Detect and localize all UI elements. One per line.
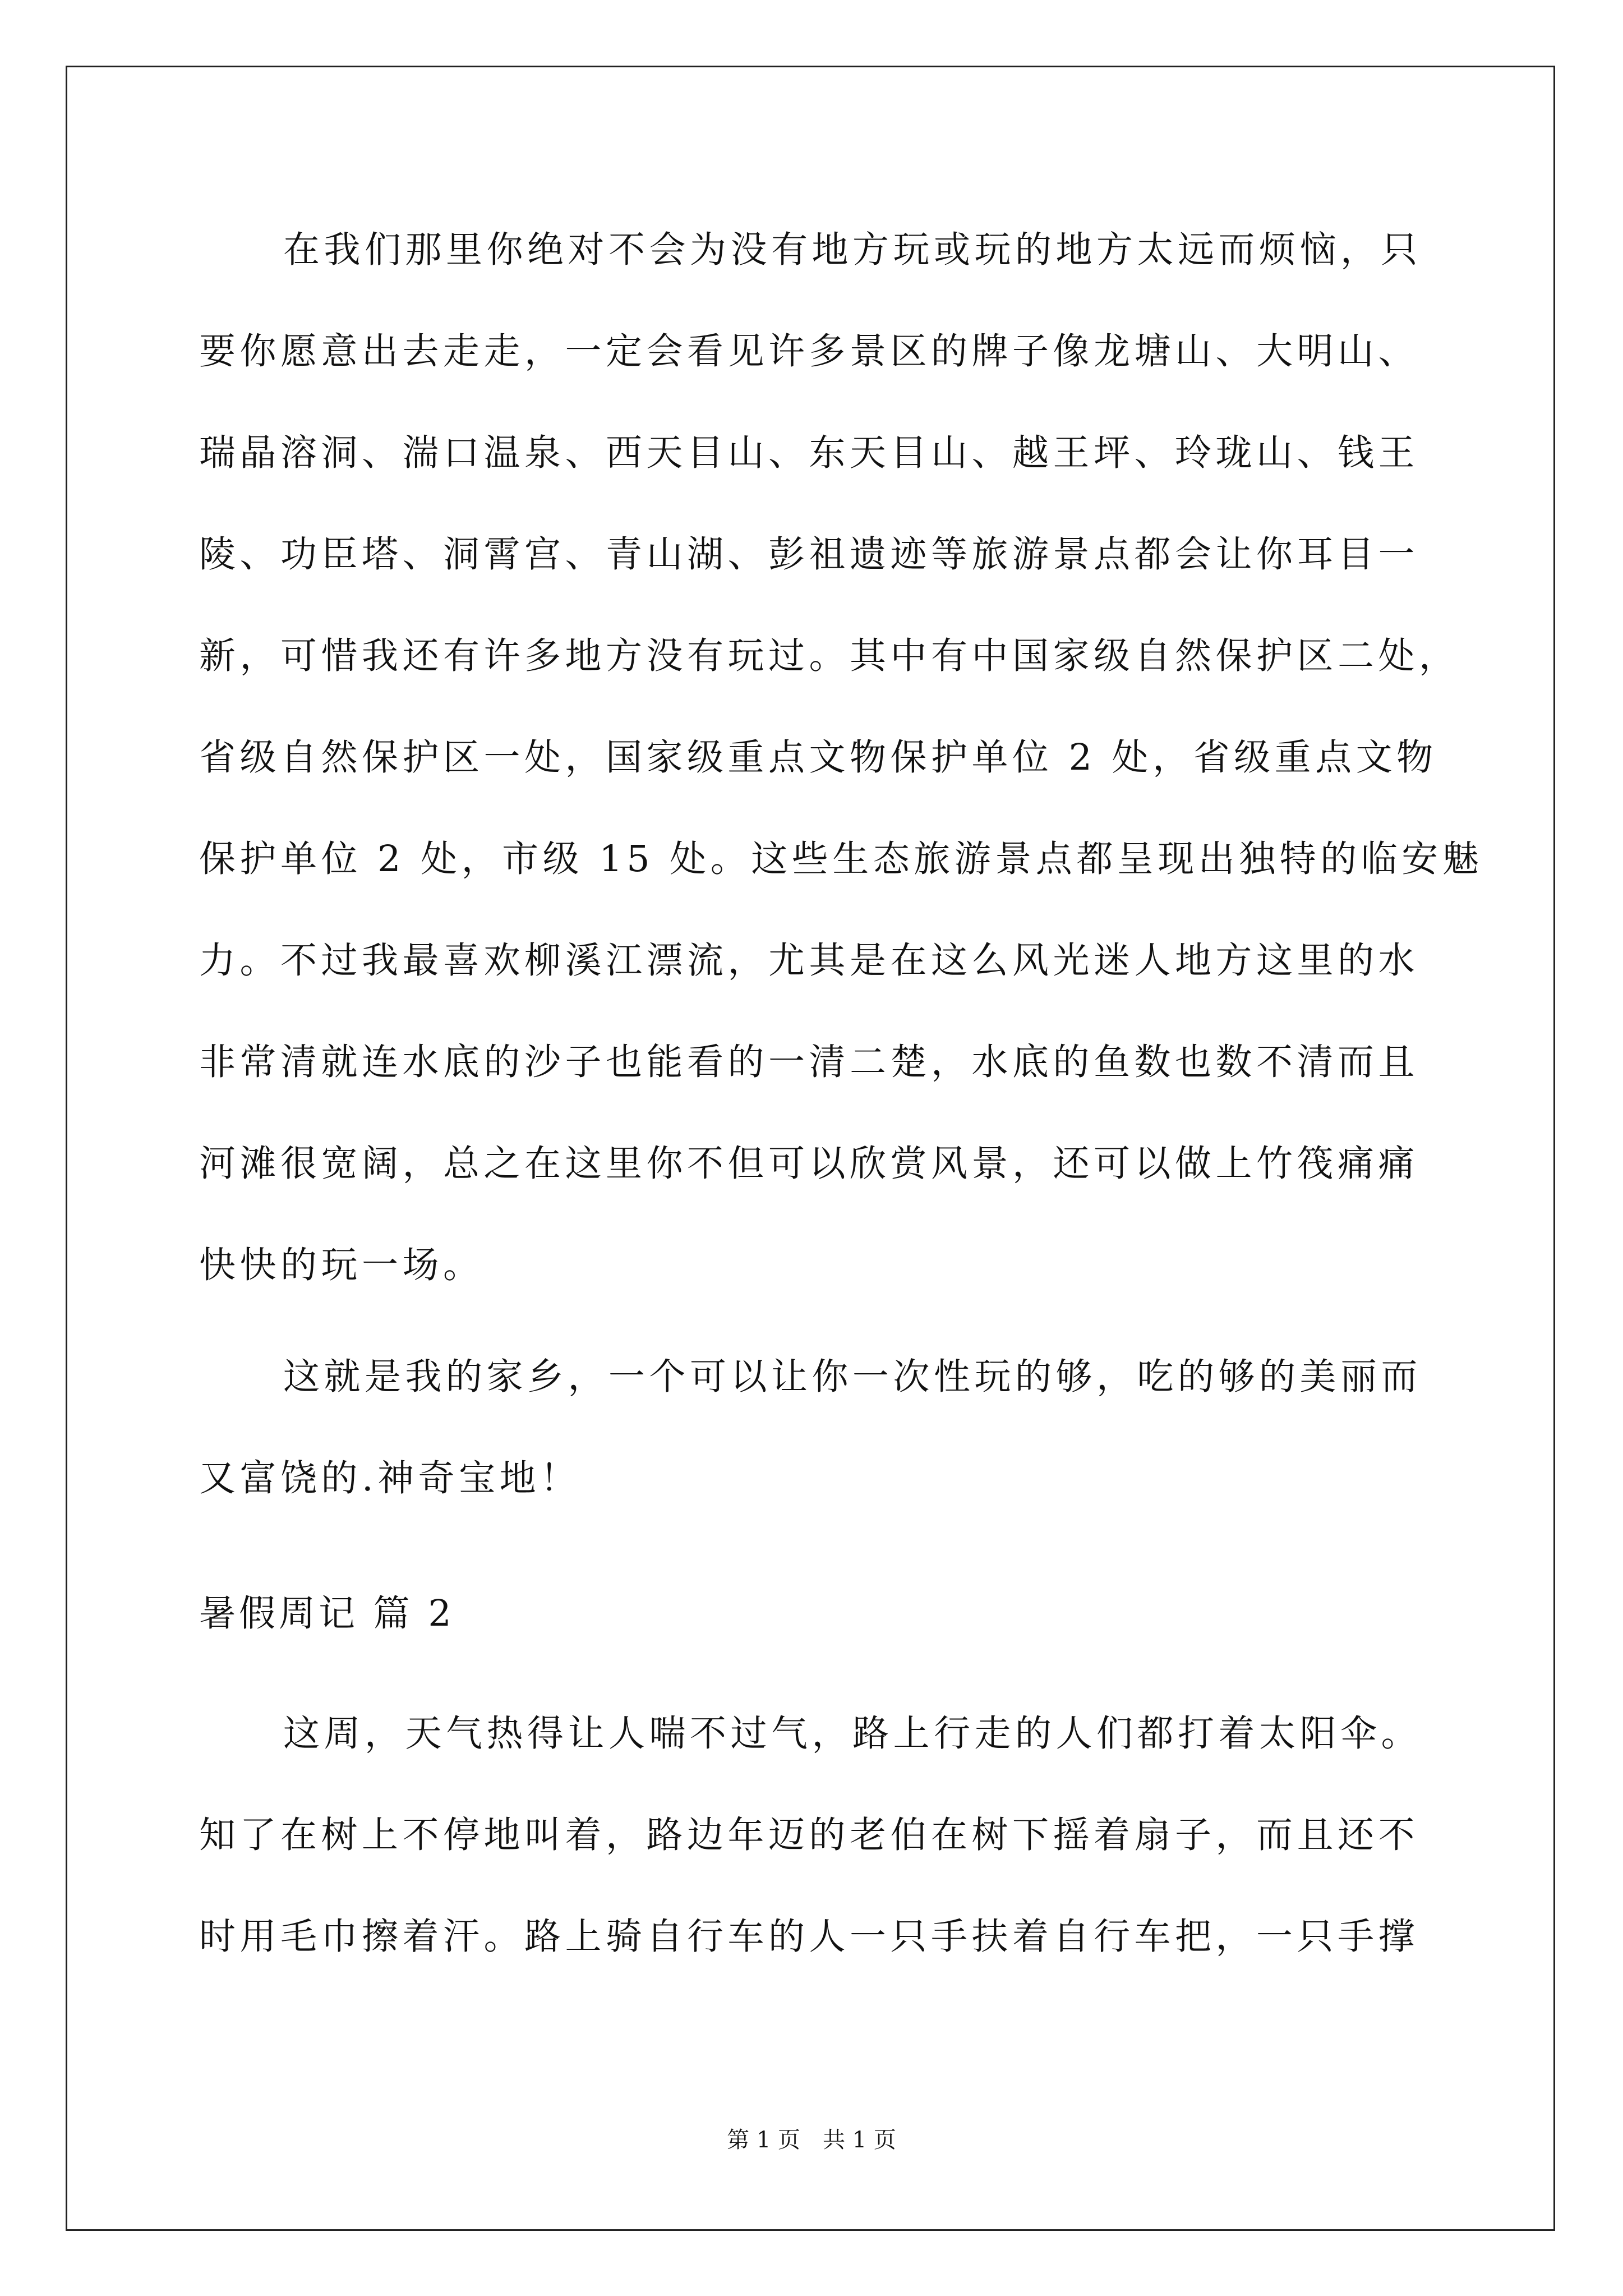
paragraph-3 xyxy=(199,1683,1424,1987)
paragraph-line: 知了在树上不停地叫着，路边年迈的老伯在树下摇着扇子，而且还不 xyxy=(199,1814,1419,1856)
paragraph-2 xyxy=(199,1326,1424,1529)
paragraph-line: 又富饶的.神奇宝地！ xyxy=(199,1457,581,1499)
section-heading: 暑假周记 篇 2 xyxy=(199,1593,455,1635)
paragraph-line: 要你愿意出去走走，一定会看见许多景区的牌子像龙塘山、大明山、 xyxy=(199,330,1419,372)
paragraph-line: 河滩很宽阔，总之在这里你不但可以欣赏风景，还可以做上竹筏痛痛 xyxy=(199,1143,1419,1185)
paragraph-line: 瑞晶溶洞、湍口温泉、西天目山、东天目山、越王坪、玲珑山、钱王 xyxy=(199,432,1419,474)
paragraph-1 xyxy=(199,199,1483,1316)
paragraph-line: 保护单位 2 处，市级 15 处。这些生态旅游景点都呈现出独特的临安魅 xyxy=(199,838,1483,880)
paragraph-line: 这周，天气热得让人喘不过气，路上行走的人们都打着太阳伞。 xyxy=(283,1713,1422,1755)
paragraph-line: 陵、功臣塔、洞霄宫、青山湖、彭祖遗迹等旅游景点都会让你耳目一 xyxy=(199,533,1419,576)
paragraph-line: 省级自然保护区一处，国家级重点文物保护单位 2 处，省级重点文物 xyxy=(199,737,1437,779)
paragraph-line: 非常清就连水底的沙子也能看的一清二楚，水底的鱼数也数不清而且 xyxy=(199,1041,1419,1083)
paragraph-line: 在我们那里你绝对不会为没有地方玩或玩的地方太远而烦恼，只 xyxy=(283,229,1422,271)
paragraph-line: 时用毛巾擦着汗。路上骑自行车的人一只手扶着自行车把，一只手撑 xyxy=(199,1916,1419,1958)
paragraph-line: 快快的玩一场。 xyxy=(199,1244,484,1286)
paragraph-line: 这就是我的家乡，一个可以让你一次性玩的够，吃的够的美丽而 xyxy=(283,1356,1422,1398)
paragraph-line: 力。不过我最喜欢柳溪江漂流，尤其是在这么风光迷人地方这里的水 xyxy=(199,940,1419,982)
page-footer: 第 1 页 共 1 页 xyxy=(727,2127,896,2153)
paragraph-line: 新，可惜我还有许多地方没有玩过。其中有中国家级自然保护区二处， xyxy=(199,635,1460,677)
